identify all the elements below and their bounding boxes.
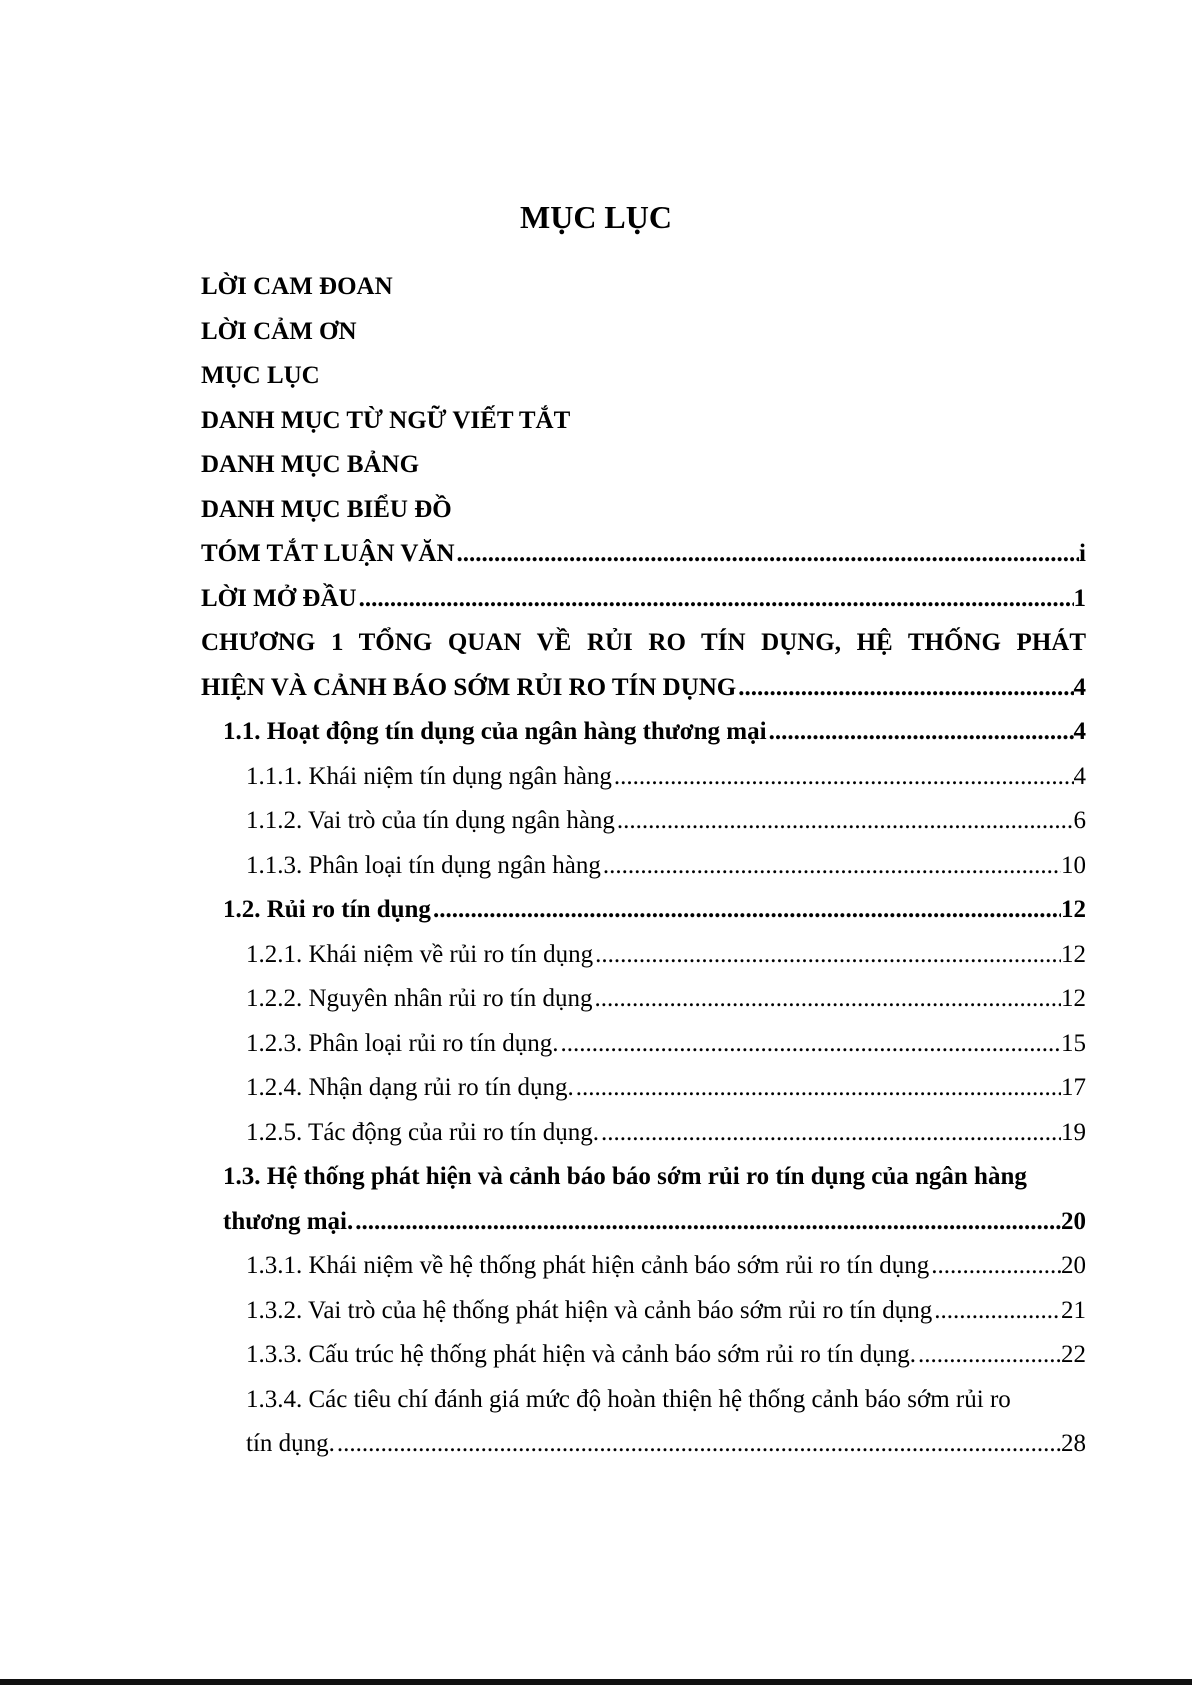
dot-leader	[560, 1027, 1061, 1061]
toc-entry[interactable]	[246, 760, 1086, 794]
toc-entry-page: i	[1079, 540, 1086, 567]
toc-entry[interactable]	[223, 715, 1086, 749]
toc-entry-text: DANH MỤC BẢNG	[201, 451, 420, 478]
dot-leader	[457, 537, 1080, 571]
toc-entry[interactable]	[201, 404, 1086, 438]
toc-entry-text: LỜI MỞ ĐẦU	[201, 585, 357, 612]
toc-entry-page: 10	[1061, 852, 1086, 879]
toc-entry-page: 12	[1061, 941, 1086, 968]
toc-entry[interactable]	[246, 1294, 1086, 1328]
toc-entry-page: 6	[1073, 807, 1086, 834]
dot-leader	[433, 893, 1061, 927]
toc-entry-text: LỜI CAM ĐOAN	[201, 273, 393, 300]
toc-entry[interactable]	[246, 1116, 1086, 1150]
toc-entry[interactable]	[201, 359, 1086, 393]
bottom-rule	[0, 1679, 1192, 1685]
dot-leader	[359, 582, 1074, 616]
toc-entry-text: DANH MỤC BIỂU ĐỒ	[201, 496, 452, 523]
toc-entry-page: 19	[1061, 1119, 1086, 1146]
toc-entry-page: 20	[1061, 1208, 1086, 1235]
dot-leader	[934, 1294, 1061, 1328]
toc-entry[interactable]	[246, 849, 1086, 883]
toc-entry-text: 1.1.3. Phân loại tín dụng ngân hàng	[246, 852, 601, 879]
toc-entry[interactable]	[201, 270, 1086, 304]
dot-leader	[769, 715, 1074, 749]
toc-entry-text: 1.3.2. Vai trò của hệ thống phát hiện và cảnh báo sớm rủi ro tín dụng	[246, 1297, 933, 1324]
toc-entry-page: 4	[1073, 718, 1086, 745]
toc-entry[interactable]	[246, 982, 1086, 1016]
toc-entry-page: 17	[1061, 1074, 1086, 1101]
toc-entry-text: 1.2. Rủi ro tín dụng	[223, 896, 431, 923]
dot-leader	[601, 1116, 1061, 1150]
dot-leader	[918, 1338, 1061, 1372]
toc-entry[interactable]	[246, 938, 1086, 972]
toc-entry[interactable]	[223, 1205, 1086, 1239]
dot-leader	[595, 938, 1061, 972]
toc-entry[interactable]	[223, 1160, 1086, 1194]
toc-entry-text: 1.2.1. Khái niệm về rủi ro tín dụng	[246, 941, 594, 968]
toc-entry[interactable]	[246, 1338, 1086, 1372]
toc-entry[interactable]	[246, 1383, 1086, 1417]
toc-entry-text: 1.1. Hoạt động tín dụng của ngân hàng thương mại	[223, 718, 767, 745]
toc-entry-text: thương mại.	[223, 1208, 354, 1235]
dot-leader	[738, 671, 1073, 705]
toc-entry[interactable]	[201, 582, 1086, 616]
toc-entry-page: 28	[1061, 1430, 1086, 1457]
toc-entry-text: 1.1.2. Vai trò của tín dụng ngân hàng	[246, 807, 615, 834]
toc-entry-text: 1.2.5. Tác động của rủi ro tín dụng.	[246, 1119, 599, 1146]
toc-entry-text: DANH MỤC TỪ NGỮ VIẾT TẮT	[201, 407, 571, 434]
toc-entry-text: 1.3.4. Các tiêu chí đánh giá mức độ hoàn thiện hệ thống cảnh báo sớm rủi ro	[246, 1386, 1011, 1413]
toc-entry-page: 15	[1061, 1030, 1086, 1057]
toc-entry-page: 1	[1073, 585, 1086, 612]
toc-entry-text: 1.3.1. Khái niệm về hệ thống phát hiện cảnh báo sớm rủi ro tín dụng	[246, 1252, 930, 1279]
toc-entry-page: 20	[1061, 1252, 1086, 1279]
toc-entry-text: MỤC LỤC	[201, 362, 320, 389]
toc-entry-text: 1.2.3. Phân loại rủi ro tín dụng.	[246, 1030, 559, 1057]
toc-entry-text: CHƯƠNG 1 TỔNG QUAN VỀ RỦI RO TÍN DỤNG, HỆ THỐNG PHÁT	[201, 629, 1086, 656]
dot-leader	[576, 1071, 1061, 1105]
toc-entry[interactable]	[201, 448, 1086, 482]
toc-entry-text: 1.2.2. Nguyên nhân rủi ro tín dụng	[246, 985, 593, 1012]
toc-entry[interactable]	[201, 493, 1086, 527]
toc-entry-text: 1.3.3. Cấu trúc hệ thống phát hiện và cảnh báo sớm rủi ro tín dụng.	[246, 1341, 917, 1368]
toc-entry[interactable]	[246, 1249, 1086, 1283]
dot-leader	[931, 1249, 1061, 1283]
toc-entry[interactable]	[201, 537, 1086, 571]
dot-leader	[337, 1427, 1061, 1461]
toc-entry-text: 1.2.4. Nhận dạng rủi ro tín dụng.	[246, 1074, 574, 1101]
dot-leader	[603, 849, 1061, 883]
toc-entry[interactable]	[201, 626, 1086, 660]
toc-entry[interactable]	[201, 671, 1086, 705]
toc-entry[interactable]	[246, 1071, 1086, 1105]
toc-entry-page: 4	[1073, 674, 1086, 701]
toc-entry-text: 1.1.1. Khái niệm tín dụng ngân hàng	[246, 763, 612, 790]
toc-entry[interactable]	[246, 1027, 1086, 1061]
toc-entry-text: HIỆN VÀ CẢNH BÁO SỚM RỦI RO TÍN DỤNG	[201, 674, 737, 701]
toc-entry-text: tín dụng.	[246, 1430, 335, 1457]
toc-entry-page: 22	[1061, 1341, 1086, 1368]
toc-entry-page: 21	[1061, 1297, 1086, 1324]
toc-entry[interactable]	[201, 315, 1086, 349]
toc-entry-text: LỜI CẢM ƠN	[201, 318, 357, 345]
toc-entry-page: 12	[1061, 896, 1086, 923]
toc-entry[interactable]	[246, 804, 1086, 838]
toc-entry[interactable]	[223, 893, 1086, 927]
toc-entry-text: TÓM TẮT LUẬN VĂN	[201, 540, 455, 567]
page-title: MỤC LỤC	[520, 199, 672, 235]
dot-leader	[355, 1205, 1061, 1239]
toc-entry-page: 4	[1073, 763, 1086, 790]
dot-leader	[614, 760, 1074, 794]
toc-entry-text: 1.3. Hệ thống phát hiện và cảnh báo báo sớm rủi ro tín dụng của ngân hàng	[223, 1163, 1027, 1190]
toc-entry-page: 12	[1061, 985, 1086, 1012]
toc-entry[interactable]	[246, 1427, 1086, 1461]
dot-leader	[594, 982, 1061, 1016]
dot-leader	[617, 804, 1074, 838]
